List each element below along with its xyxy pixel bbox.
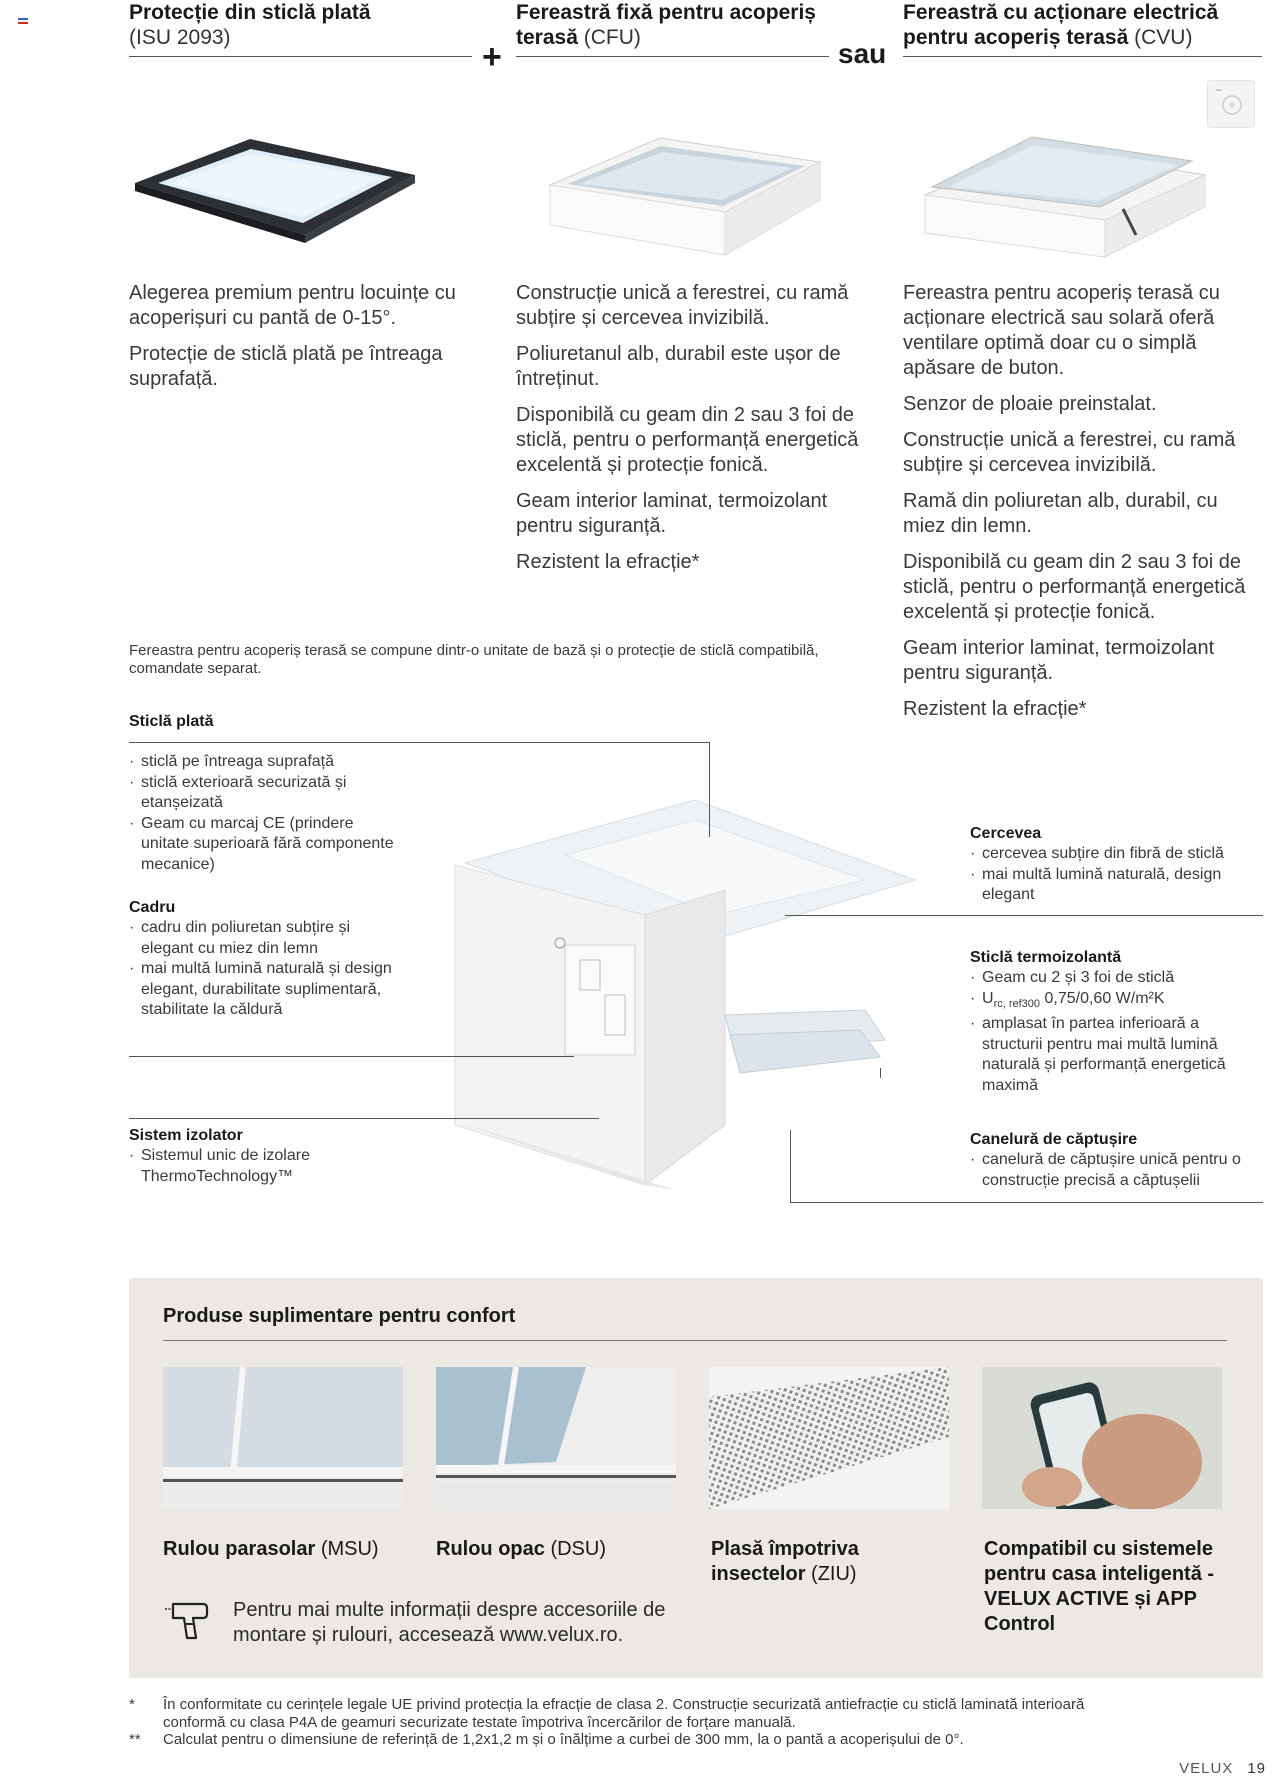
header-rule (129, 56, 472, 57)
callout-line (880, 1068, 881, 1078)
list-item: · cadru din poliuretan subțire și elegant cu miez din lemn (129, 918, 399, 959)
u-symbol: U (982, 989, 994, 1007)
callout-sash-list (970, 844, 1265, 906)
footnote (129, 1731, 1129, 1749)
menu-icon[interactable] (18, 18, 28, 26)
sun-blind-image (163, 1367, 403, 1509)
callout-thermo-glass (970, 948, 1260, 1096)
blackout-blind-image (436, 1367, 676, 1509)
callout-lining-list (970, 1150, 1265, 1191)
product-insect-screen (711, 1537, 911, 1587)
description-paragraph: Geam interior laminat, termoizolant pentru siguranță. (903, 637, 1215, 684)
callout-line (790, 1130, 791, 1202)
product-name: Compatibil cu sistemele pentru casa inteligentă - VELUX ACTIVE și APP Control (984, 1538, 1215, 1635)
list-item (970, 989, 1260, 1015)
accessories-info: Pentru mai multe informații despre accesoriile de montare și rulouri, accesează www.velux.ro. (233, 1599, 666, 1646)
description-glass (129, 281, 489, 403)
footnotes (129, 1696, 1129, 1749)
callout-sash (970, 824, 1265, 906)
callout-frame-list (129, 918, 399, 1021)
description-paragraph: Construcție unică a ferestrei, cu ramă subțire și cercevea invizibilă. (516, 282, 849, 329)
column-header-glass (129, 0, 489, 50)
footnote-mark: * (129, 1696, 135, 1713)
callout-line (129, 1056, 574, 1057)
brand-label: VELUX (1179, 1760, 1234, 1777)
smart-home-image (982, 1367, 1222, 1509)
description-paragraph: Rezistent la efracție* (903, 698, 1087, 720)
callout-title: Canelură de căptușire (970, 1131, 1138, 1148)
header-rule (903, 56, 1262, 57)
product-code: (DSU) (550, 1538, 606, 1560)
description-paragraph: Senzor de ploaie preinstalat. (903, 393, 1157, 415)
comfort-title: Produse suplimentare pentru confort (163, 1305, 516, 1327)
product-code: (MSU) (320, 1538, 379, 1560)
footnote (129, 1696, 1129, 1731)
list-item: · mai multă lumină naturală, design elegant (970, 865, 1265, 906)
callout-line (785, 915, 1263, 916)
product-name: Rulou parasolar (163, 1538, 316, 1560)
product-code: (ZIU) (811, 1563, 857, 1585)
callout-line (129, 1118, 599, 1119)
callout-line (709, 742, 710, 837)
plus-connector: + (482, 38, 502, 76)
column-title: Fereastră fixă pentru acoperiș terasă (516, 1, 816, 49)
footnote-text: Calculat pentru o dimensiune de referință de 1,2x1,2 m și o înălțime a curbei de 300 mm, la o pantă a acoperișului de 0°. (163, 1731, 964, 1748)
description-paragraph: Construcție unică a ferestrei, cu ramă subțire și cercevea invizibilă. (903, 429, 1236, 476)
callout-lining (970, 1130, 1265, 1191)
description-paragraph: Ramă din poliuretan alb, durabil, cu miez din lemn. (903, 490, 1218, 537)
column-header-fixed-window (516, 0, 816, 50)
flat-glass-image (130, 125, 420, 255)
callout-title: Cadru (129, 899, 176, 916)
description-paragraph: Geam interior laminat, termoizolant pentru siguranță. (516, 490, 828, 537)
callout-insulation (129, 1126, 399, 1187)
composition-note: Fereastra pentru acoperiș terasă se compune dintr-o unitate de bază și o protecție de sticlă compatibilă, comandate separat. (129, 642, 819, 677)
drill-icon (163, 1600, 215, 1642)
rain-sensor-icon (1207, 80, 1255, 128)
list-item: · sticlă exterioară securizată și etanșeizată (129, 773, 399, 814)
product-blackout-blind (436, 1537, 686, 1562)
insect-screen-image (709, 1367, 949, 1509)
list-item: · Geam cu 2 și 3 foi de sticlă (970, 968, 1260, 989)
column-code: (ISU 2093) (129, 26, 231, 49)
product-smart-home (984, 1537, 1239, 1637)
description-paragraph: Disponibilă cu geam din 2 sau 3 foi de sticlă, pentru o performanță energetică excelentă și protecție fonică. (516, 404, 859, 476)
column-code: (CVU) (1134, 26, 1193, 49)
list-item: · amplasat în partea inferioară a structurii pentru mai multă lumină naturală și performanță energetică maximă (970, 1014, 1260, 1096)
column-header-electric-window (903, 0, 1248, 50)
window-cross-section-image (445, 795, 945, 1195)
footnote-mark: ** (129, 1731, 141, 1748)
description-paragraph: Protecție de sticlă plată pe întreaga suprafață. (129, 343, 443, 390)
column-title: Fereastră cu acționare electrică pentru acoperiș terasă (903, 1, 1219, 49)
description-paragraph: Rezistent la efracție* (516, 551, 700, 573)
callout-title: Sticlă plată (129, 713, 214, 730)
product-sun-blind (163, 1537, 413, 1562)
list-item: · cercevea subțire din fibră de sticlă (970, 844, 1265, 865)
page-footer (1179, 1760, 1266, 1777)
comfort-rule (163, 1340, 1227, 1341)
list-item: · mai multă lumină naturală și design elegant, durabilitate suplimentară, stabilitate la căldură (129, 959, 399, 1021)
description-paragraph: Poliuretanul alb, durabil este ușor de întreținut. (516, 343, 841, 390)
product-name: Plasă împotriva insectelor (711, 1538, 859, 1585)
callout-flat-glass-list (129, 752, 399, 875)
fixed-window-image (545, 130, 825, 260)
callout-insulation-list (129, 1146, 399, 1187)
u-subscript: rc, ref300 (993, 997, 1041, 1010)
list-item: · Sistemul unic de izolare ThermoTechnology™ (129, 1146, 399, 1187)
column-title: Protecție din sticlă plată (129, 1, 371, 24)
callout-title: Cercevea (970, 825, 1042, 842)
callout-frame (129, 898, 399, 1021)
header-rule (516, 56, 829, 57)
footnote-text: În conformitate cu cerințele legale UE privind protecția la efracție de clasa 2. Construcție securizată antiefracție cu sticlă laminată interioară conformă cu clasa P4A de geamuri securizate testate împotriva încercărilor de forțare manuală. (163, 1696, 1085, 1731)
list-item: · canelură de căptușire unică pentru o construcție precisă a căptușelii (970, 1150, 1265, 1191)
callout-line (790, 1202, 1263, 1203)
callout-title: Sticlă termoizolantă (970, 949, 1122, 966)
callout-line (129, 742, 709, 743)
description-paragraph: Alegerea premium pentru locuințe cu acoperișuri cu pantă de 0-15°. (129, 282, 456, 329)
column-code: (CFU) (583, 26, 641, 49)
callout-title: Sistem izolator (129, 1127, 243, 1144)
callout-flat-glass (129, 712, 429, 732)
electric-window-image (920, 135, 1220, 260)
callout-thermo-glass-list (970, 968, 1260, 1096)
description-paragraph: Disponibilă cu geam din 2 sau 3 foi de sticlă, pentru o performanță energetică excelentă și protecție fonică. (903, 551, 1246, 623)
u-value: 0,75/0,60 W/m²K (1044, 989, 1165, 1007)
description-electric-window (903, 281, 1258, 733)
list-item: · Geam cu marcaj CE (prindere unitate superioară fără componente mecanice) (129, 814, 399, 876)
product-name: Rulou opac (436, 1538, 545, 1560)
page-number: 19 (1247, 1760, 1266, 1777)
list-item: · sticlă pe întreaga suprafață (129, 752, 399, 773)
or-connector: sau (838, 38, 887, 69)
description-paragraph: Fereastra pentru acoperiș terasă cu acționare electrică sau solară oferă ventilare optimă doar cu o simplă apăsare de buton. (903, 282, 1220, 379)
description-fixed-window (516, 281, 871, 586)
